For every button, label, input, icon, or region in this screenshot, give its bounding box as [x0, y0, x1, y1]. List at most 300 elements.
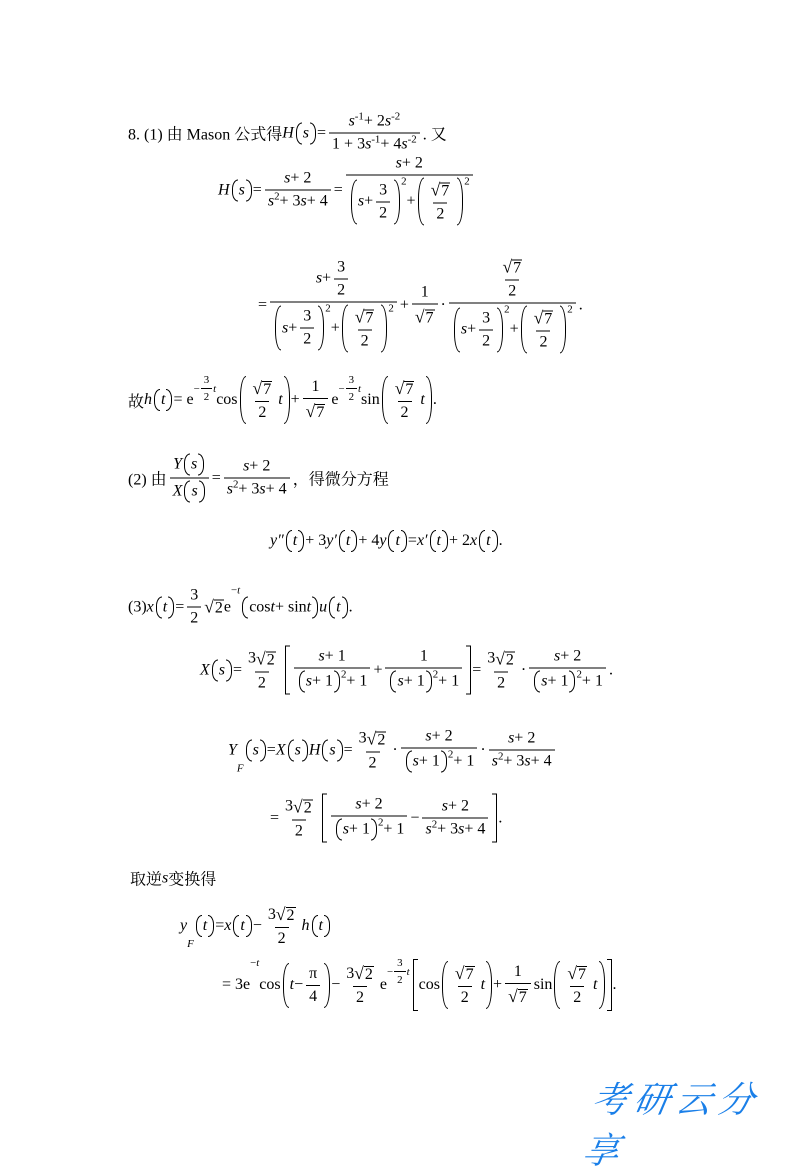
subscript [237, 763, 244, 775]
parentheses [440, 961, 493, 1009]
math-text: 2 [573, 989, 582, 1006]
math-variable: X [172, 482, 183, 500]
math-variable: t [318, 917, 323, 934]
math-text: + 2 [449, 532, 471, 549]
group-content [252, 739, 260, 761]
group-content [342, 819, 371, 841]
math-text: -1 [371, 133, 381, 146]
parentheses [286, 739, 309, 761]
radical-sign: √ [366, 728, 377, 748]
math-text: e [223, 598, 232, 615]
math-text: 2 [508, 282, 517, 300]
math-text: 2 [401, 175, 407, 188]
fraction [265, 904, 299, 948]
fraction-numerator [300, 308, 314, 328]
math-text: 7 [263, 381, 272, 399]
fraction [334, 258, 348, 299]
right-paren [371, 819, 377, 841]
fraction-denominator [479, 329, 493, 350]
fraction-denominator [376, 201, 390, 222]
fraction-numerator [265, 904, 299, 927]
math-text: + 3 [437, 820, 459, 838]
right-paren [441, 751, 447, 773]
math-variable: t [292, 532, 298, 549]
superscript [387, 957, 410, 986]
fraction [531, 308, 557, 352]
math-text: . [432, 391, 437, 408]
math-text: 7 [441, 182, 450, 200]
fraction [529, 648, 606, 693]
math-text: 2 [303, 330, 312, 348]
parentheses [310, 915, 331, 937]
line-problem-8-3 [128, 584, 353, 628]
superscript [401, 176, 406, 188]
math-text: + 4 [380, 135, 402, 153]
subscript [187, 938, 194, 950]
radicand [465, 966, 475, 984]
math-text: − [231, 584, 238, 597]
math-variable: s [315, 269, 323, 287]
group-content [190, 454, 198, 476]
math-text: 2 [277, 930, 286, 947]
fraction-denominator [458, 986, 472, 1007]
math-text: 2 [377, 731, 386, 749]
superscript [408, 134, 417, 146]
math-variable: s [553, 647, 561, 665]
math-text: 1 [311, 378, 320, 395]
line-input-laplace [200, 646, 613, 695]
group-content [238, 179, 246, 201]
radicand [505, 651, 515, 669]
fraction-numerator [422, 728, 455, 748]
math-text: 1 + 3 [332, 135, 366, 153]
parentheses [519, 306, 568, 354]
fraction-denominator [270, 301, 397, 352]
math-text: 2 [294, 822, 303, 839]
fraction-numerator [452, 963, 478, 986]
math-variable: s [238, 181, 245, 198]
math-text: + sin [274, 598, 307, 615]
group-content [335, 596, 341, 618]
fraction [303, 378, 329, 422]
math-variable: s [329, 741, 336, 758]
right-paren [310, 122, 316, 144]
math-text: − [193, 382, 200, 395]
math-variable: t [270, 598, 275, 615]
math-text: + 1 [418, 752, 440, 770]
math-text: sin [361, 391, 380, 408]
math-variable: t [256, 957, 260, 969]
fraction-denominator [358, 329, 372, 350]
fraction-numerator [346, 374, 357, 388]
fraction-denominator [187, 607, 201, 628]
math-variable: y [180, 917, 188, 934]
parentheses [284, 530, 305, 552]
fraction-denominator [224, 478, 290, 499]
math-variable: x [470, 532, 478, 549]
group-content [560, 961, 598, 1009]
fraction [187, 587, 201, 628]
fraction-numerator [394, 957, 405, 971]
math-text: 2 [505, 651, 514, 669]
math-text: π [309, 964, 318, 982]
line-problem-8-1 [128, 110, 447, 154]
fraction [392, 378, 418, 422]
group-content [424, 178, 458, 226]
math-text: . [608, 661, 613, 678]
fraction-numerator [352, 796, 385, 816]
math-variable: Y [173, 455, 183, 473]
math-variable: s [491, 752, 498, 770]
math-text: -2 [407, 133, 417, 146]
math-variable: s [226, 480, 233, 498]
math-text: = [333, 181, 343, 198]
math-text: + 2 [361, 795, 383, 813]
parentheses [154, 596, 175, 618]
right-paren [442, 530, 448, 552]
right-paren [560, 306, 566, 354]
math-text: + 2 [514, 729, 536, 747]
math-text: 2 [539, 333, 548, 351]
right-paren [166, 389, 172, 411]
math-variable: y [379, 532, 387, 549]
math-variable: s [441, 797, 449, 815]
fraction-numerator [315, 648, 348, 668]
math-text: 2 [203, 391, 210, 403]
fraction-numerator [418, 283, 432, 303]
fraction-denominator [294, 668, 371, 693]
radicand [262, 381, 272, 399]
math-variable: s [412, 752, 419, 770]
math-text: -2 [391, 110, 401, 123]
radical-sign: √ [305, 401, 316, 421]
fraction-numerator [250, 378, 276, 401]
radical-sign: √ [454, 963, 465, 983]
brackets [282, 646, 473, 695]
math-text: + 4 [358, 532, 380, 549]
radical-sign: √ [430, 179, 441, 200]
right-paren [497, 307, 503, 352]
math-text: + [373, 661, 383, 678]
math-text: = [270, 809, 280, 826]
math-text: 3 [346, 964, 355, 982]
parentheses [210, 659, 233, 681]
math-variable: x [224, 917, 232, 934]
fraction-numerator [343, 963, 377, 986]
group-content [388, 376, 426, 424]
square-root [256, 648, 276, 669]
math-variable: s [259, 480, 266, 498]
fraction-numerator [187, 587, 201, 607]
math-variable: H [282, 124, 294, 141]
math-variable: u [319, 598, 328, 615]
math-variable: s [395, 154, 402, 172]
radical-sign: √ [256, 648, 266, 668]
radicand [315, 404, 325, 422]
math-variable: t [436, 532, 441, 549]
parentheses [532, 671, 576, 693]
math-variable: s [284, 169, 291, 187]
fraction-denominator [265, 190, 331, 211]
fraction-denominator [170, 478, 209, 503]
fraction [376, 181, 390, 222]
fraction-numerator [281, 170, 314, 190]
math-text: 2 [482, 332, 491, 349]
math-text: + 3 [503, 752, 525, 770]
fraction [329, 110, 420, 154]
fraction-numerator [499, 257, 525, 280]
fraction [346, 374, 357, 403]
fraction-numerator [201, 374, 212, 388]
math-text: 2 [504, 303, 510, 316]
math-text: + 1 [438, 672, 460, 690]
math-variable: X [200, 661, 210, 678]
radical-sign: √ [414, 306, 425, 326]
fraction-numerator [428, 180, 454, 203]
math-text: 3 [337, 258, 346, 275]
fraction-denominator [489, 750, 555, 771]
math-text: 7 [405, 381, 414, 399]
radicand [286, 907, 296, 925]
parentheses [182, 454, 205, 476]
math-text: . [348, 598, 353, 615]
fraction [452, 963, 478, 1007]
group-content [318, 915, 324, 937]
fraction [484, 648, 518, 692]
superscript [250, 957, 259, 969]
right-paren [492, 530, 498, 552]
math-text: 7 [316, 404, 325, 422]
math-text: ，得微分方程 [292, 471, 389, 489]
math-variable: Y [228, 741, 237, 758]
right-bracket [466, 646, 471, 695]
math-text: 2 [397, 974, 403, 986]
square-root [502, 257, 522, 278]
math-text: + 1 [324, 647, 346, 665]
fraction-numerator [484, 648, 518, 671]
radical-sign: √ [354, 306, 365, 326]
math-variable: s [191, 482, 198, 500]
math-text: 3 [482, 309, 491, 326]
math-variable: t [202, 917, 208, 934]
math-text: 7 [544, 310, 553, 328]
brackets [319, 794, 499, 843]
parentheses [388, 671, 432, 693]
superscript [391, 111, 400, 123]
fraction [282, 796, 316, 840]
right-paren [260, 739, 266, 761]
right-paren [302, 739, 308, 761]
math-variable: s [397, 672, 404, 690]
right-paren [394, 179, 400, 224]
square-root [355, 306, 375, 327]
square-root [204, 597, 224, 618]
math-variable: s [384, 112, 392, 130]
math-text: + 1 [453, 752, 475, 770]
math-text: 2 [325, 302, 331, 314]
math-variable: s [243, 457, 250, 475]
math-text: . [498, 532, 503, 549]
radical-sign: √ [567, 963, 578, 983]
math-text: 3 [285, 797, 294, 815]
math-text: 1 [420, 283, 429, 300]
math-text: + 4 [464, 820, 486, 838]
fraction-numerator [479, 309, 493, 329]
math-text: 1 [513, 963, 522, 980]
math-text: (2) 由 [128, 471, 167, 489]
radical-sign: √ [354, 963, 364, 983]
math-variable: s [508, 729, 515, 747]
math-text: − [252, 917, 262, 934]
fraction-denominator [536, 331, 550, 352]
parentheses [386, 530, 407, 552]
radical-sign: √ [204, 596, 214, 617]
math-text: = [407, 532, 417, 549]
parentheses [238, 376, 291, 424]
math-text: + 4 [265, 480, 287, 498]
fraction-denominator [433, 203, 447, 224]
radical-sign: √ [533, 307, 544, 328]
line-forced-result [222, 959, 617, 1011]
square-root [395, 378, 415, 399]
fraction-numerator [306, 965, 320, 985]
math-text: · [520, 661, 527, 678]
math-variable: t [406, 965, 410, 978]
math-variable: s [162, 869, 169, 886]
radical-sign: √ [502, 256, 513, 277]
radicand [214, 600, 224, 618]
math-text: cos [259, 976, 281, 993]
math-text: + 1 [311, 672, 333, 690]
superscript [325, 302, 330, 314]
math-variable: s [318, 647, 325, 665]
fraction-numerator [376, 181, 390, 201]
math-text: . [612, 976, 617, 993]
math-text: = [266, 741, 276, 758]
math-text: sin [533, 976, 553, 993]
right-paren [486, 961, 492, 1009]
math-variable: s [348, 112, 355, 130]
math-text: 3 [487, 649, 496, 667]
fraction-numerator [564, 963, 590, 986]
math-text: 2 [379, 204, 388, 221]
parentheses [404, 751, 448, 773]
right-paren [246, 179, 252, 201]
math-variable: s [355, 795, 362, 813]
math-text: 3 [397, 957, 403, 969]
radical-sign: √ [293, 796, 303, 816]
math-text: + [509, 320, 519, 338]
math-text: + 3 [238, 480, 260, 498]
square-root [306, 401, 326, 422]
parentheses [273, 306, 325, 351]
group-content [485, 530, 491, 552]
math-variable: t [237, 584, 241, 597]
group-content [190, 481, 198, 503]
fraction-numerator [417, 648, 431, 668]
radicand [577, 966, 587, 984]
group-content [357, 179, 394, 224]
fraction [265, 170, 331, 211]
math-text: 2 [348, 391, 355, 403]
math-text: = 3e [222, 976, 251, 993]
math-variable: t [480, 976, 486, 993]
right-paren [426, 376, 432, 424]
fraction-denominator [366, 751, 380, 772]
math-text: 7 [365, 309, 374, 327]
fraction [499, 257, 525, 301]
right-paren [334, 671, 340, 693]
math-variable: t [395, 532, 400, 549]
parentheses [349, 179, 401, 224]
parentheses [152, 389, 173, 411]
fraction-denominator [201, 388, 212, 403]
fraction-denominator [329, 133, 420, 154]
superscript [464, 176, 469, 188]
math-text: + 2 [560, 647, 582, 665]
right-paren [569, 671, 575, 693]
fraction-numerator [334, 258, 348, 278]
math-text: + 2 [363, 112, 385, 130]
math-text: (3) [128, 598, 147, 615]
math-text: . [498, 809, 503, 826]
math-variable: s [357, 192, 365, 210]
fraction-denominator [300, 328, 314, 349]
math-text: + [290, 391, 300, 408]
fraction [394, 957, 405, 986]
group-content [396, 671, 425, 693]
fraction-numerator [511, 963, 525, 983]
math-text: -1 [354, 110, 364, 123]
fraction-numerator [240, 458, 273, 478]
fraction-denominator [412, 303, 438, 327]
fraction-denominator [398, 401, 412, 422]
math-variable: h [144, 391, 153, 408]
square-root [253, 378, 273, 399]
math-text: cos [249, 598, 271, 615]
parentheses [281, 963, 332, 1008]
math-text: + 2 [431, 727, 453, 745]
parentheses [182, 481, 205, 503]
line-forced-laplace [228, 728, 558, 773]
math-text: 3 [379, 181, 388, 198]
fraction [201, 374, 212, 403]
math-text: e [331, 391, 339, 408]
math-variable: t [336, 598, 341, 615]
line-differential-equation [270, 530, 503, 552]
fraction-numerator [531, 308, 557, 331]
math-text: 2 [286, 907, 295, 925]
radicand [266, 651, 276, 669]
math-text: 2 [303, 799, 312, 817]
math-variable: x [146, 598, 154, 615]
math-text: + 3 [279, 192, 301, 210]
math-text: + 1 [547, 672, 569, 690]
fraction-numerator [170, 454, 208, 478]
watermark-logo: 考研云分享 [579, 1080, 764, 1172]
fraction-denominator [255, 401, 269, 422]
math-text: e [379, 976, 387, 993]
math-text: 2 [377, 816, 384, 829]
right-paren [168, 596, 174, 618]
fraction-denominator [505, 983, 531, 1007]
math-text: 2 [497, 750, 504, 763]
math-text: 2 [368, 754, 377, 771]
superscript [388, 302, 393, 314]
math-text: = [175, 598, 185, 615]
fraction [245, 648, 279, 692]
group-content [305, 671, 334, 693]
